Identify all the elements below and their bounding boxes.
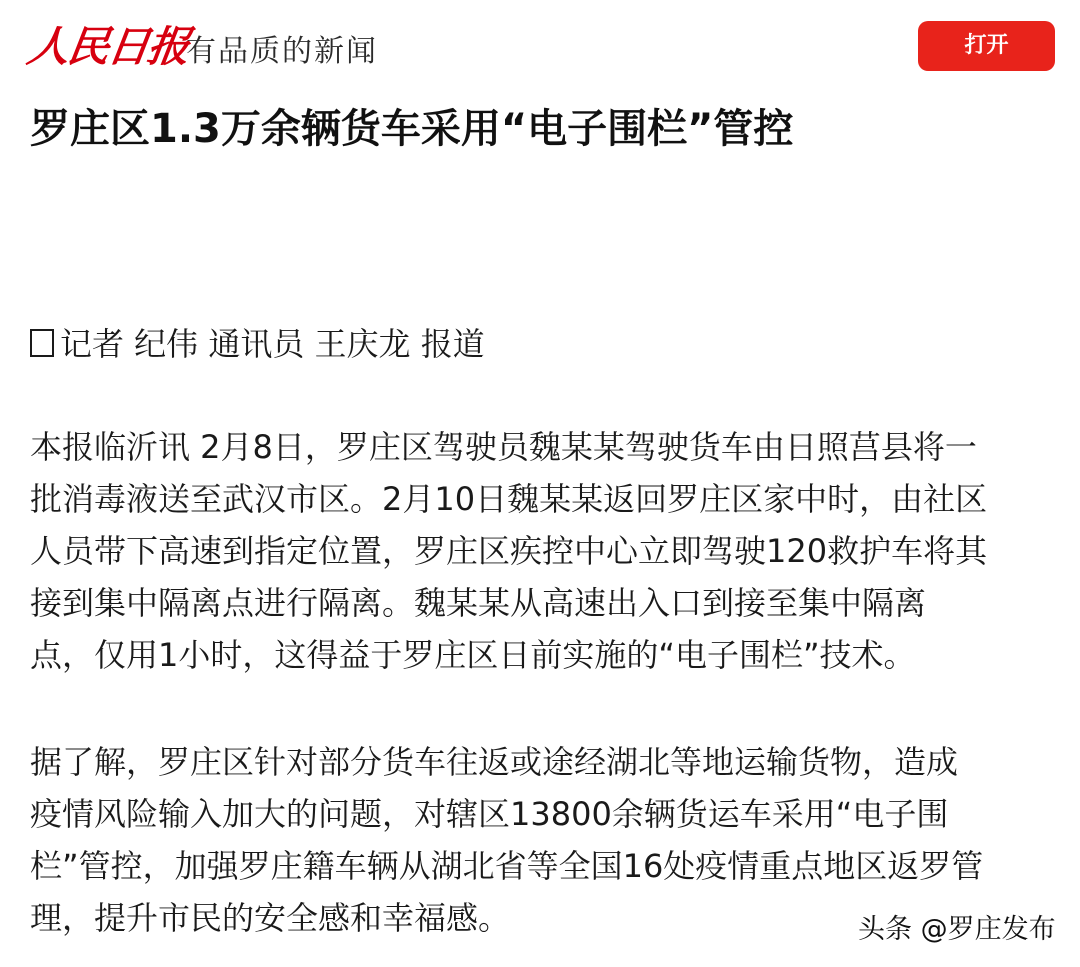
byline-text: 记者 纪伟 通讯员 王庆龙 报道 <box>60 325 485 363</box>
paragraph-line: 本报临沂讯 2月8日，罗庄区驾驶员魏某某驾驶货车由日照莒县将一 <box>30 428 977 466</box>
paragraph-line: 人员带下高速到指定位置，罗庄区疾控中心立即驾驶120救护车将其 <box>30 532 988 570</box>
open-app-button[interactable]: 打开 <box>918 21 1055 71</box>
paragraph-line: 理，提升市民的安全感和幸福感。 <box>30 899 511 937</box>
app-header <box>0 0 1080 96</box>
toutiao-watermark: 头条 @罗庄发布 <box>858 914 1056 945</box>
paragraph-line: 疫情风险输入加大的问题，对辖区13800余辆货运车采用“电子围 <box>30 795 949 833</box>
paragraph-line: 栏”管控，加强罗庄籍车辆从湖北省等全国16处疫情重点地区返罗管 <box>30 847 984 885</box>
article-paragraph-1 <box>30 421 1056 681</box>
people-daily-logo: 人民日报 <box>24 22 192 71</box>
paragraph-line: 接到集中隔离点进行隔离。魏某某从高速出入口到接至集中隔离 <box>30 584 927 622</box>
article-byline <box>30 318 485 370</box>
paragraph-line: 批消毒液送至武汉市区。2月10日魏某某返回罗庄区家中时，由社区 <box>30 480 988 518</box>
byline-box-icon <box>30 329 54 357</box>
header-tagline: 有品质的新闻 <box>186 34 378 69</box>
paragraph-line: 据了解，罗庄区针对部分货车往返或途经湖北等地运输货物，造成 <box>30 743 959 781</box>
paragraph-line: 点，仅用1小时，这得益于罗庄区日前实施的“电子围栏”技术。 <box>30 636 916 674</box>
article-title: 罗庄区1.3万余辆货车采用“电子围栏”管控 <box>30 106 794 152</box>
